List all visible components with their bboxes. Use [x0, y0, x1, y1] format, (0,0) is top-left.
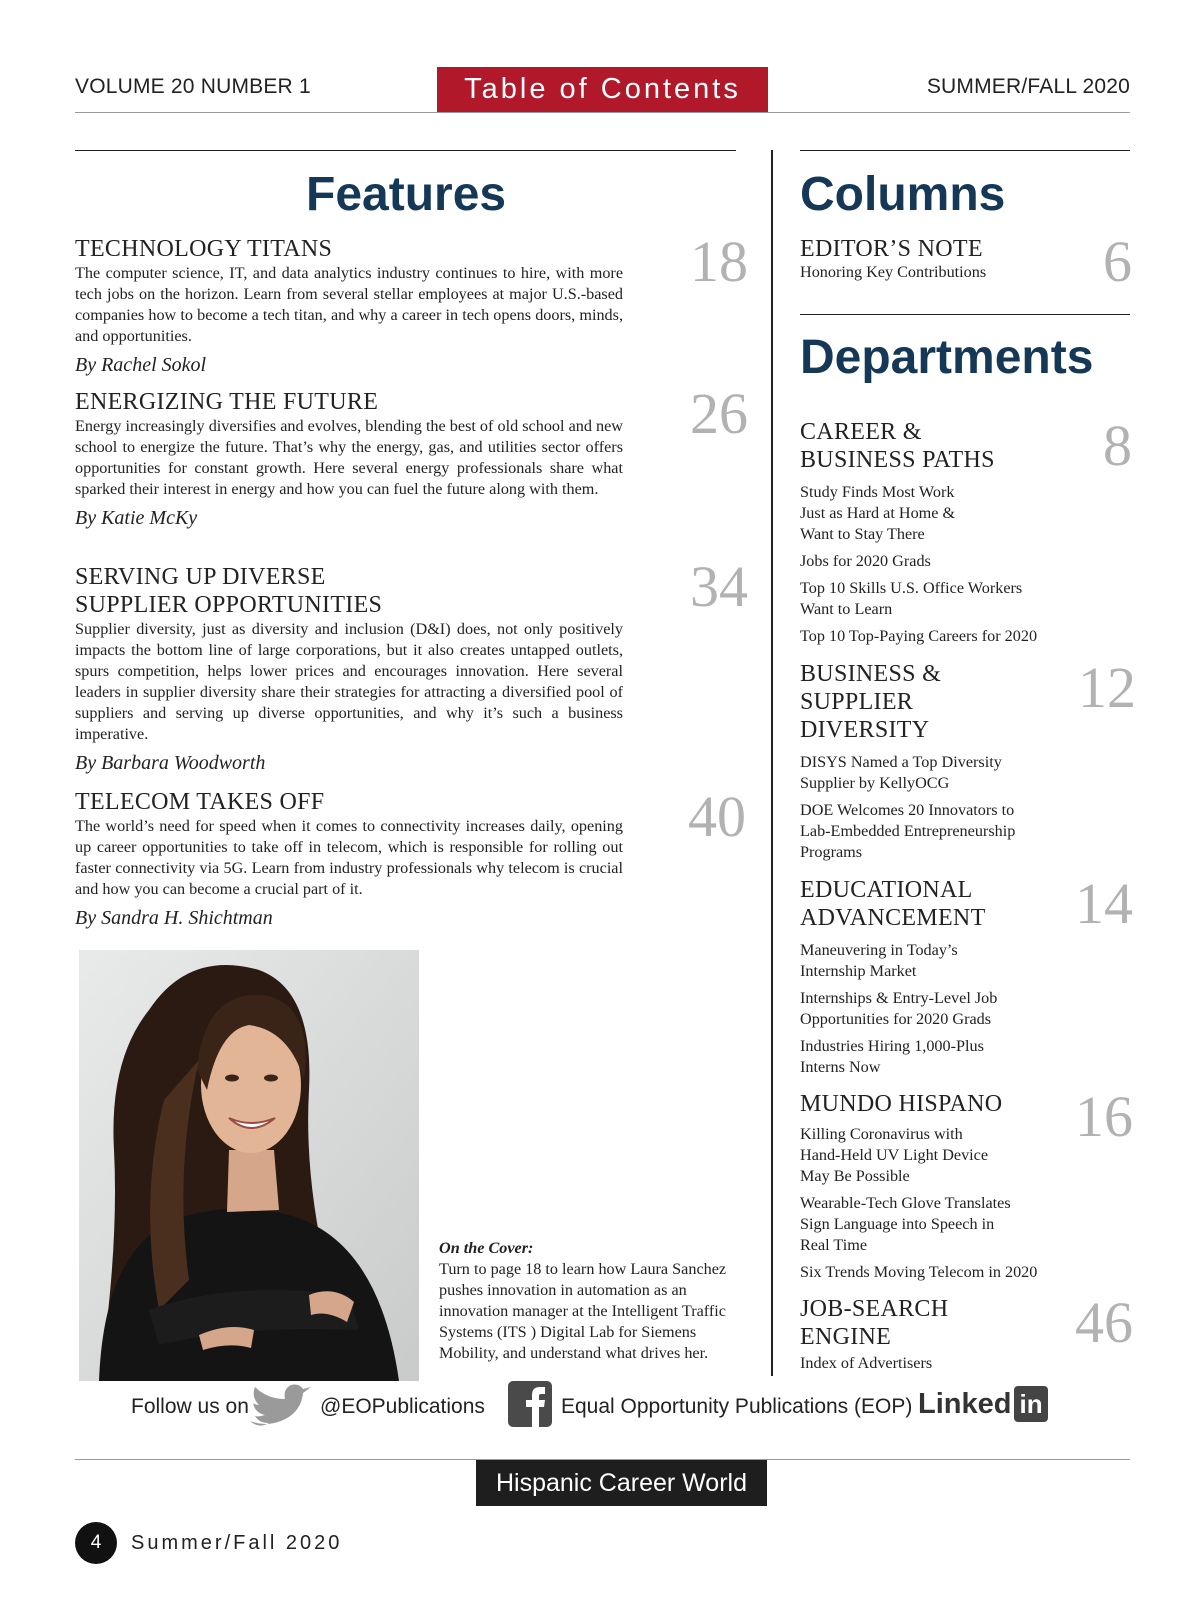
- twitter-bird-icon[interactable]: [245, 1383, 315, 1433]
- department-page-number: 14: [1075, 871, 1133, 936]
- department-article[interactable]: [800, 1193, 1090, 1256]
- features-rule: [75, 150, 736, 151]
- article-line: Internships & Entry-Level Job: [800, 989, 998, 1007]
- article-line: Study Finds Most Work: [800, 483, 955, 501]
- column-page-number: 6: [1103, 229, 1132, 294]
- department-article[interactable]: [800, 752, 1090, 794]
- feature-author: By Rachel Sokol: [75, 354, 207, 376]
- department-job-search-engine[interactable]: [800, 1295, 1090, 1374]
- column-title: EDITOR’S NOTE: [800, 236, 983, 262]
- article-line: Top 10 Top-Paying Careers for 2020: [800, 627, 1038, 645]
- article-line: Six Trends Moving Telecom in 2020: [800, 1263, 1038, 1281]
- cover-photo: [79, 950, 419, 1381]
- columns-bottom-rule: [800, 314, 1130, 315]
- feature-technology-titans[interactable]: [75, 235, 623, 377]
- article-line: Programs: [800, 843, 863, 861]
- article-line: Supplier by KellyOCG: [800, 774, 950, 792]
- department-page-number: 46: [1075, 1290, 1133, 1355]
- feature-page-number: 34: [690, 554, 748, 619]
- feature-author: By Barbara Woodworth: [75, 752, 266, 774]
- article-line: May Be Possible: [800, 1167, 910, 1185]
- department-title-line: BUSINESS &: [800, 661, 942, 687]
- article-line: Sign Language into Speech in: [800, 1215, 995, 1233]
- volume-label: VOLUME 20 NUMBER 1: [75, 75, 311, 98]
- linkedin-icon[interactable]: [918, 1384, 1048, 1424]
- feature-energizing-the-future[interactable]: [75, 388, 623, 530]
- article-line: Lab-Embedded Entrepreneurship: [800, 822, 1016, 840]
- department-title-line: ADVANCEMENT: [800, 905, 986, 931]
- cover-caption: [439, 1238, 749, 1364]
- article-line: DOE Welcomes 20 Innovators to: [800, 801, 1015, 819]
- article-line: Interns Now: [800, 1058, 881, 1076]
- feature-description: The world’s need for speed when it comes to connectivity increases daily, opening up career opportunities to take off in telecom, which is responsible for rolling out faster connectivity via 5G. Learn from industry professionals why telecom is crucial and how you can become a crucial part of it.: [75, 817, 623, 898]
- feature-title-line-1: SERVING UP DIVERSE: [75, 564, 326, 590]
- article-line: Want to Learn: [800, 600, 893, 618]
- facebook-page-link[interactable]: Equal Opportunity Publications (EOP): [561, 1395, 913, 1418]
- linkedin-wordmark: Linked: [918, 1387, 1012, 1420]
- feature-telecom-takes-off[interactable]: [75, 788, 623, 930]
- article-line: Just as Hard at Home &: [800, 504, 956, 522]
- department-page-number: 8: [1103, 413, 1132, 478]
- department-educational-advancement[interactable]: [800, 876, 1090, 1078]
- department-title-line: DIVERSITY: [800, 717, 930, 743]
- department-article[interactable]: [800, 551, 1090, 572]
- feature-serving-up-diverse-supplier-opportunities[interactable]: [75, 563, 623, 775]
- department-article[interactable]: [800, 626, 1090, 647]
- department-article[interactable]: [800, 1124, 1090, 1187]
- footer-issue-label: Summer/Fall 2020: [131, 1532, 343, 1554]
- twitter-handle-link[interactable]: @EOPublications: [320, 1395, 485, 1418]
- feature-page-number: 40: [688, 784, 746, 849]
- features-heading: Features: [306, 168, 507, 221]
- department-page-number: 12: [1078, 655, 1136, 720]
- header-rule: [75, 112, 1130, 113]
- cover-caption-text: Turn to page 18 to learn how Laura Sanchez pushes innovation in automation as an innovation manager at the Intelligent Traffic Systems (ITS ) Digital Lab for Siemens Mobility, and understand what drives her.: [439, 1260, 727, 1362]
- feature-description: The computer science, IT, and data analytics industry continues to hire, with more tech jobs on the horizon. Learn from several stellar employees at major U.S.-based companies how to become a tech titan, and why a career in tech opens doors, minds, and opportunities.: [75, 264, 623, 345]
- department-career-business-paths[interactable]: [800, 418, 1090, 647]
- department-article[interactable]: [800, 1036, 1090, 1078]
- article-line: Hand-Held UV Light Device: [800, 1146, 989, 1164]
- publication-name-band: Hispanic Career World: [476, 1460, 767, 1506]
- feature-description: Supplier diversity, just as diversity and inclusion (D&I) does, not only positively impacts the bottom line of large corporations, but it also creates untapped outlets, spurs competition, helps lower prices and encourages innovation. Here several leaders in supplier diversity share their strategies for attracting a diversified pool of suppliers and serving up diverse opportunities, and why it’s such a business imperative.: [75, 620, 623, 743]
- department-article[interactable]: [800, 1353, 1090, 1374]
- department-article[interactable]: [800, 988, 1090, 1030]
- departments-heading: Departments: [800, 331, 1094, 384]
- feature-author: By Katie McKy: [75, 507, 198, 529]
- feature-description: Energy increasingly diversifies and evolves, blending the best of old school and new school to energize the future. That’s why the energy, gas, and utilities sector offers opportunities for constant growth. Here several energy professionals share what sparked their interest in energy and how you can fuel the future along with them.: [75, 417, 623, 498]
- article-line: Killing Coronavirus with: [800, 1125, 963, 1143]
- cover-portrait-illustration: [79, 950, 419, 1381]
- department-title-line: SUPPLIER: [800, 689, 914, 715]
- column-divider: [771, 150, 773, 1376]
- column-editors-note[interactable]: [800, 235, 1090, 282]
- cover-caption-label: On the Cover:: [439, 1239, 534, 1257]
- article-line: Top 10 Skills U.S. Office Workers: [800, 579, 1023, 597]
- department-article[interactable]: [800, 940, 1090, 982]
- facebook-icon[interactable]: [508, 1381, 552, 1427]
- feature-title: TECHNOLOGY TITANS: [75, 236, 333, 262]
- department-title-line: MUNDO HISPANO: [800, 1091, 1003, 1117]
- department-title-line: EDUCATIONAL: [800, 877, 973, 903]
- linkedin-in-badge: in: [1014, 1386, 1047, 1422]
- columns-heading: Columns: [800, 168, 1006, 221]
- feature-title: ENERGIZING THE FUTURE: [75, 389, 379, 415]
- feature-title-line-2: SUPPLIER OPPORTUNITIES: [75, 592, 383, 618]
- feature-title: TELECOM TAKES OFF: [75, 789, 325, 815]
- department-article[interactable]: [800, 1262, 1090, 1283]
- article-line: Maneuvering in Today’s: [800, 941, 958, 959]
- department-article[interactable]: [800, 482, 1090, 545]
- article-line: Want to Stay There: [800, 525, 925, 543]
- page-number-badge: 4: [75, 1522, 117, 1564]
- article-line: Wearable-Tech Glove Translates: [800, 1194, 1011, 1212]
- article-line: Internship Market: [800, 962, 917, 980]
- article-line: DISYS Named a Top Diversity: [800, 753, 1002, 771]
- department-business-supplier-diversity[interactable]: [800, 660, 1090, 863]
- department-title-line: JOB-SEARCH: [800, 1296, 949, 1322]
- department-title-line: BUSINESS PATHS: [800, 447, 995, 473]
- article-line: Jobs for 2020 Grads: [800, 552, 931, 570]
- article-line: Opportunities for 2020 Grads: [800, 1010, 992, 1028]
- columns-rule: [800, 150, 1130, 151]
- article-line: Index of Advertisers: [800, 1354, 933, 1372]
- page-title: Table of Contents: [437, 67, 768, 112]
- article-line: Real Time: [800, 1236, 868, 1254]
- department-title-line: ENGINE: [800, 1324, 892, 1350]
- article-line: Industries Hiring 1,000-Plus: [800, 1037, 984, 1055]
- department-page-number: 16: [1075, 1084, 1133, 1149]
- department-article[interactable]: [800, 800, 1090, 863]
- department-mundo-hispano[interactable]: [800, 1090, 1090, 1283]
- follow-us-label: Follow us on: [131, 1395, 249, 1418]
- issue-label: SUMMER/FALL 2020: [926, 75, 1130, 98]
- column-subtitle: Honoring Key Contributions: [800, 263, 987, 281]
- feature-page-number: 26: [690, 381, 748, 446]
- feature-author: By Sandra H. Shichtman: [75, 907, 273, 929]
- department-title-line: CAREER &: [800, 419, 922, 445]
- department-article[interactable]: [800, 578, 1090, 620]
- feature-page-number: 18: [690, 229, 748, 294]
